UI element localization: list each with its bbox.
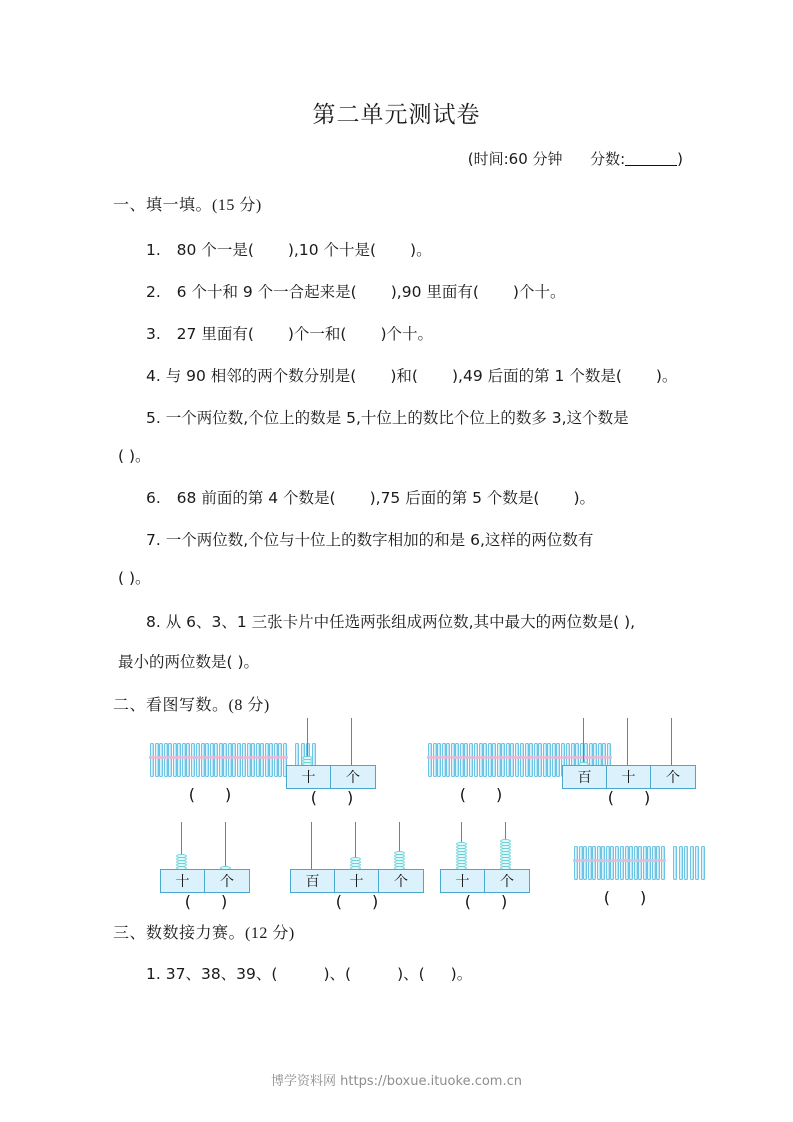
sequence-start: 37、38、39、( <box>165 965 278 983</box>
paren-left: ( <box>188 785 195 804</box>
question-5-text: 一个两位数,个位上的数是 5,十位上的数比个位上的数多 3,这个数是 <box>165 409 629 427</box>
question-4 <box>146 364 677 386</box>
bundle-tie <box>519 756 566 759</box>
question-2-part-b: ),90 里面有( <box>390 283 479 301</box>
figure-abacus-2 <box>286 718 378 807</box>
question-6-part-b: ),75 后面的第 5 个数是( <box>369 489 540 507</box>
abacus-rods <box>562 718 696 766</box>
abacus-label-tens: 十 <box>161 870 205 892</box>
abacus-label-ones: 个 <box>394 874 408 890</box>
question-8-line-2[interactable]: 最小的两位数是( )。 <box>118 653 260 671</box>
question-7-line-2[interactable]: ( )。 <box>118 569 151 587</box>
question-3-number: 3. <box>146 325 161 343</box>
abacus <box>562 718 696 788</box>
bundle-tie <box>241 756 288 759</box>
question-8-text: 从 6、3、1 三张卡片中任选两张组成两位数,其中最大的两位数是( ), <box>165 613 636 631</box>
question-number: 1. <box>146 965 161 983</box>
abacus <box>160 822 250 892</box>
paren-right: ) <box>221 892 228 911</box>
question-1 <box>146 238 432 260</box>
abacus-beads-tens <box>302 718 313 766</box>
figure-sticks-1 <box>150 735 270 804</box>
abacus-base <box>440 869 530 893</box>
stick-bundle <box>520 743 565 777</box>
section-heading-three: 三、数数接力赛。(12 分) <box>113 925 295 942</box>
question-1-part-a: 80 个一是( <box>176 241 254 259</box>
stick-bundle <box>150 743 195 777</box>
paren-right: ) <box>372 892 379 911</box>
question-6-part-a: 68 前面的第 4 个数是( <box>176 489 336 507</box>
paren-right: ) <box>347 788 354 807</box>
abacus-label-ones: 个 <box>666 770 680 786</box>
meta-closing-paren: ) <box>677 150 683 168</box>
abacus <box>290 822 424 892</box>
abacus-rod <box>311 822 312 870</box>
paren-left: ( <box>464 892 471 911</box>
abacus-label-ones: 个 <box>220 874 234 890</box>
bundle-tie <box>149 756 196 759</box>
bundle-tie <box>195 756 242 759</box>
question-4-number: 4. <box>146 367 161 385</box>
figure-abacus-6 <box>290 822 426 911</box>
exam-meta <box>468 148 683 169</box>
abacus-rod <box>627 718 628 766</box>
paren-left: ( <box>603 888 610 907</box>
abacus-label-tens: 十 <box>607 766 651 788</box>
question-1-part-c: )。 <box>410 241 432 259</box>
sequence-part-c: )、( <box>397 965 425 983</box>
bundle-tie <box>573 859 620 862</box>
paren-left: ( <box>184 892 191 911</box>
paren-right: ) <box>496 785 503 804</box>
stick-bundle <box>474 743 519 777</box>
question-3-part-a: 27 里面有( <box>176 325 254 343</box>
paren-left: ( <box>607 788 614 807</box>
abacus-label-tens: 十 <box>441 870 485 892</box>
bundle-tie <box>619 859 666 862</box>
abacus-base <box>286 765 376 789</box>
question-4-part-c: ),49 后面的第 1 个数是( <box>451 367 622 385</box>
question-5-number: 5. <box>146 409 161 427</box>
abacus-beads-ones <box>500 830 511 870</box>
question-7-line-1 <box>146 528 593 550</box>
section-three-question-1 <box>146 962 472 984</box>
question-4-part-a: 与 90 相邻的两个数分别是( <box>165 367 357 385</box>
stick-bundle <box>196 743 241 777</box>
figure-8-answer-blank[interactable] <box>574 888 676 907</box>
paren-left: ( <box>310 788 317 807</box>
time-label: (时间:60 分钟 <box>467 150 563 168</box>
abacus-rods <box>160 822 250 870</box>
abacus-base <box>160 869 250 893</box>
abacus-rods <box>290 822 424 870</box>
figure-2-answer-blank[interactable] <box>286 788 378 807</box>
abacus-rods <box>440 822 530 870</box>
figure-abacus-4 <box>562 718 698 807</box>
section-heading-two: 二、看图写数。(8 分) <box>113 697 270 714</box>
abacus-label-ones: 个 <box>500 874 514 890</box>
abacus-beads-tens <box>456 834 467 870</box>
stick-bundle <box>428 743 473 777</box>
figure-1-answer-blank[interactable] <box>150 785 270 804</box>
page-title: 第二单元测试卷 <box>312 102 481 127</box>
question-4-part-d: )。 <box>655 367 678 385</box>
question-3-part-b: )个一和( <box>287 325 347 343</box>
stick-group <box>574 846 706 880</box>
question-7-number: 7. <box>146 531 161 549</box>
abacus-rod <box>671 718 672 766</box>
abacus <box>286 718 376 788</box>
section-heading-one: 一、填一填。(15 分) <box>113 197 262 214</box>
paren-right: ) <box>640 888 647 907</box>
abacus-beads-tens <box>350 854 361 870</box>
question-6-number: 6. <box>146 489 161 507</box>
paren-right: ) <box>644 788 651 807</box>
question-3 <box>146 322 433 344</box>
figure-sticks-8 <box>574 838 694 907</box>
abacus-label-ones: 个 <box>346 770 360 786</box>
paren-right: ) <box>225 785 232 804</box>
question-8-number: 8. <box>146 613 161 631</box>
question-3-part-c: )个十。 <box>380 325 434 343</box>
question-1-part-b: ),10 个十是( <box>287 241 377 259</box>
abacus-label-hundreds: 百 <box>563 766 607 788</box>
figure-6-answer-blank[interactable] <box>290 892 424 911</box>
question-5-line-2[interactable]: ( )。 <box>118 447 151 465</box>
question-7-text: 一个两位数,个位与十位上的数字相加的和是 6,这样的两位数有 <box>165 531 594 549</box>
abacus-base <box>562 765 696 789</box>
score-label: 分数: <box>590 150 626 168</box>
sequence-part-b: )、( <box>323 965 352 983</box>
question-2-part-c: )个十。 <box>512 283 566 301</box>
question-2-part-a: 6 个十和 9 个一合起来是( <box>176 283 357 301</box>
loose-sticks <box>673 846 706 880</box>
sequence-part-d: )。 <box>450 965 473 983</box>
abacus-rods <box>286 718 376 766</box>
figure-abacus-5 <box>160 822 252 911</box>
paren-left: ( <box>459 785 466 804</box>
question-8-line-1 <box>146 610 635 632</box>
figure-sticks-3 <box>428 735 548 804</box>
abacus-base <box>290 869 424 893</box>
question-6-part-c: )。 <box>573 489 596 507</box>
paren-right: ) <box>501 892 508 911</box>
score-blank-line[interactable] <box>625 165 677 166</box>
question-1-number: 1. <box>146 241 161 259</box>
abacus <box>440 822 530 892</box>
footer-watermark: 博学资料网 https://boxue.ituoke.com.cn <box>271 1074 522 1089</box>
question-2-number: 2. <box>146 283 161 301</box>
bundle-tie <box>473 756 520 759</box>
figure-7-answer-blank[interactable] <box>440 892 532 911</box>
bundle-tie <box>427 756 474 759</box>
figure-3-answer-blank[interactable] <box>428 785 534 804</box>
question-6 <box>146 486 595 508</box>
question-2 <box>146 280 565 302</box>
abacus-beads-ones <box>394 846 405 870</box>
figure-5-answer-blank[interactable] <box>160 892 252 911</box>
abacus-label-tens: 十 <box>335 870 379 892</box>
stick-bundle <box>242 743 287 777</box>
figure-4-answer-blank[interactable] <box>562 788 696 807</box>
stick-bundle <box>574 846 619 880</box>
abacus-label-hundreds: 百 <box>291 870 335 892</box>
abacus-rod <box>351 718 352 766</box>
question-4-part-b: )和( <box>390 367 418 385</box>
paren-left: ( <box>335 892 342 911</box>
abacus-label-tens: 十 <box>287 766 331 788</box>
figure-abacus-7 <box>440 822 532 911</box>
abacus-beads-tens <box>176 850 187 870</box>
stick-bundle <box>620 846 665 880</box>
question-5-line-1 <box>146 406 629 428</box>
